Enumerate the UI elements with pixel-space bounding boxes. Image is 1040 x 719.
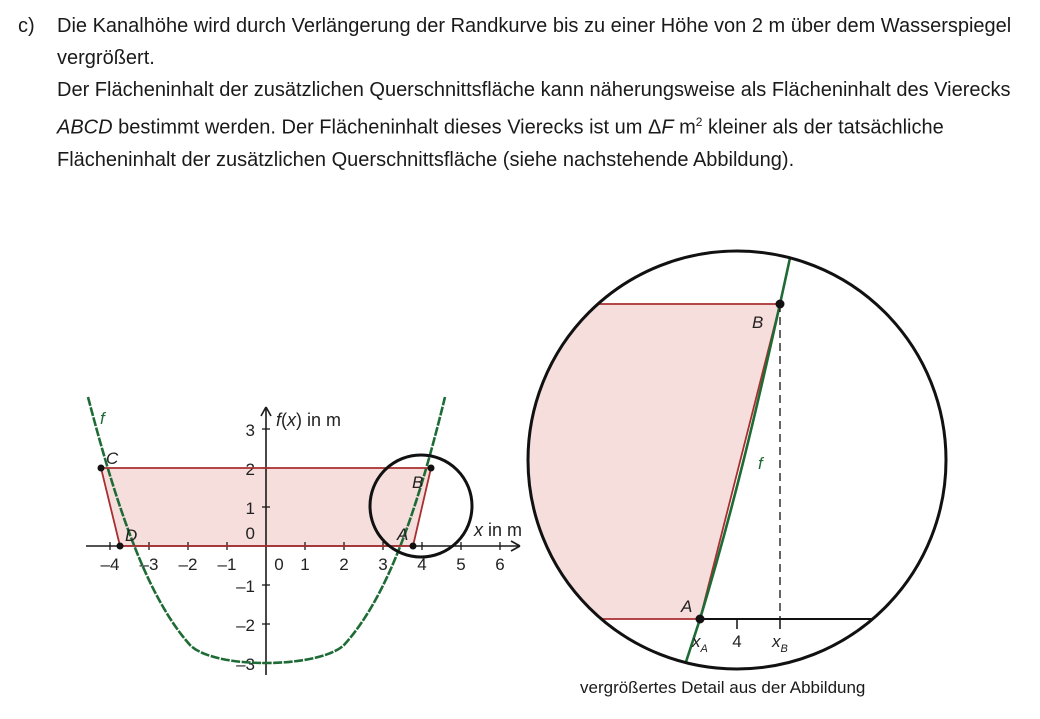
- main-graph: [86, 397, 522, 675]
- x-tick-label: –4: [100, 555, 120, 574]
- y-tick-label: –2: [236, 616, 255, 635]
- point-a-label: A: [397, 525, 409, 544]
- y-axis-label: f(x) in m: [276, 410, 342, 430]
- x-axis-label: x in m: [474, 520, 523, 540]
- point-a: [410, 543, 417, 550]
- y-tick-label: 2: [245, 460, 255, 479]
- y-tick-label: 3: [245, 421, 255, 440]
- task-p2-part3: m: [673, 116, 696, 139]
- detail-caption: vergrößertes Detail aus der Abbildung: [580, 678, 866, 697]
- task-p2-part1: Der Flächeninhalt der zusätzlichen Querschnittsfläche kann näherungsweise als Flächeninhalt des Vierecks: [57, 79, 1011, 101]
- detail-point-a-label: A: [681, 597, 693, 616]
- x-tick-label: –2: [178, 555, 198, 574]
- task-label: c): [18, 15, 35, 37]
- detail-curve-f-label: f: [758, 454, 763, 473]
- x-tick-label: 2: [339, 555, 349, 574]
- y-tick-label: –3: [236, 655, 255, 674]
- y-tick-label: –1: [236, 577, 255, 596]
- point-d: [117, 543, 124, 550]
- detail-view: [500, 251, 960, 669]
- x-tick-label: 4: [417, 555, 427, 574]
- curve-f-label: f: [100, 409, 105, 428]
- x-tick-label: 5: [456, 555, 466, 574]
- detail-tick-xa-label: $x_A$: [692, 632, 708, 655]
- y-tick-label: 1: [245, 499, 255, 518]
- task-p2-abcd: ABCD: [57, 116, 113, 139]
- x-tick-label: –3: [139, 555, 159, 574]
- task-p2-F: F: [661, 116, 674, 139]
- point-b: [428, 465, 435, 472]
- x-tick-label: 6: [495, 555, 505, 574]
- point-b-label: B: [412, 473, 424, 492]
- x-tick-label: –1: [217, 555, 237, 574]
- detail-point-b-label: B: [752, 313, 764, 332]
- task-paragraph-1: Die Kanalhöhe wird durch Verlängerung der Randkurve bis zu einer Höhe von 2 m über dem Wasserspiegel vergrößert.: [57, 15, 1012, 69]
- y-tick-label: 0: [245, 524, 255, 543]
- detail-tick-4-label: 4: [732, 632, 742, 651]
- x-tick-label: 0: [274, 555, 284, 574]
- detail-quad-fill: [500, 304, 780, 619]
- task-p2-part2: bestimmt werden. Der Flächeninhalt dieses Vierecks ist um Δ: [112, 116, 662, 139]
- detail-tick-xb-label: $x_B$: [772, 632, 788, 655]
- point-c-label: C: [106, 449, 119, 468]
- task-p2-sup: 2: [695, 115, 703, 129]
- x-tick-label: 3: [378, 555, 388, 574]
- detail-point-b: [776, 300, 785, 309]
- x-tick-label: 1: [300, 555, 310, 574]
- task-p2-part4: kleiner als der tatsächliche Flächeninhalt der zusätzlichen Querschnittsfläche (siehe nachstehende Abbildung).: [57, 116, 944, 171]
- point-c: [98, 465, 105, 472]
- detail-point-a: [696, 615, 705, 624]
- point-d-label: D: [125, 526, 138, 545]
